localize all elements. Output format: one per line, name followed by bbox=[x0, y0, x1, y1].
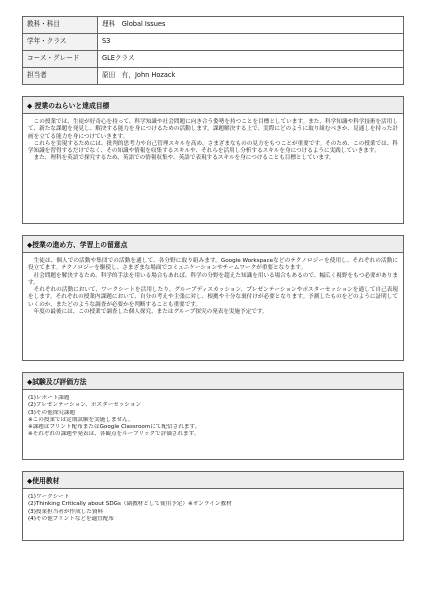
evaluation-section bbox=[22, 372, 404, 460]
paragraph: 社会問題を解決するため、科学的手法を用いる場合もあれば、科学の分野を超えた知識を用いる場合もあるので、幅広く視野をもつ必要があります。 bbox=[28, 272, 398, 286]
list-item: (3)授業担当者が作成した資料 bbox=[28, 508, 104, 515]
info-label: コース・グレード bbox=[23, 51, 98, 68]
aims-section bbox=[22, 96, 404, 224]
info-label: 学年・クラス bbox=[23, 34, 98, 51]
info-label: 教科・科目 bbox=[23, 17, 98, 34]
section-body bbox=[23, 253, 403, 360]
section-body bbox=[23, 114, 403, 223]
section-heading: ◆使用教材 bbox=[23, 472, 403, 489]
list-item: (2)プレゼンテーション、ポスターセッション bbox=[28, 402, 142, 409]
info-row-teacher bbox=[23, 68, 404, 85]
info-value: S3 bbox=[98, 34, 404, 51]
list-item: (4)その他プリントなどを適宜配布 bbox=[28, 515, 115, 522]
materials-section bbox=[22, 471, 404, 541]
info-row-grade-class bbox=[23, 34, 404, 51]
paragraph: 年度の最後には、この授業で調査した個人探究、またはグループ探究の発表を実施予定です。 bbox=[33, 309, 268, 316]
section-heading: ◆ 授業のねらいと達成目標 bbox=[23, 97, 403, 114]
list-item: ※課題はプリント配布またはGoogle Classroomにて配信されます。 bbox=[28, 424, 201, 431]
section-body bbox=[23, 390, 403, 459]
list-item: ※この授業では定期試験を実施しません。 bbox=[28, 416, 134, 423]
section-heading: ◆試験及び評価方法 bbox=[23, 373, 403, 390]
section-heading: ◆授業の進め方、学習上の留意点 bbox=[23, 236, 403, 253]
list-item: (2)Thinking Critically about SDGs（副教材として使用予定）※オンライン教材 bbox=[28, 501, 232, 508]
list-item: (3)その他探究課題 bbox=[28, 409, 76, 416]
paragraph: また、理科を英語で探究するため、英語での情報収集や、英語で表現するスキルを身につけることも目標としています。 bbox=[33, 155, 335, 162]
paragraph: 生徒は、個人での活動や集団での活動を通して、各分野に取り組みます。Google Workspaceなどのテクノロジーを使用し、それぞれの活動に役立てます。テクノロジーを駆使し、さまざまな場面でコミュニケーションやチームワークが重要となります。 bbox=[28, 258, 398, 272]
section-body bbox=[23, 489, 403, 540]
info-value: GLEクラス bbox=[98, 51, 404, 68]
syllabus-page bbox=[22, 16, 404, 541]
course-info-table bbox=[22, 16, 404, 85]
paragraph: それぞれの活動において、ワークシートを活用したり、グループディスカッション、プレゼンテーションやポスターセッションを通して自己表現をします。それぞれの授業内課題において、自分の考えや主張に対し、根拠や十分な裏付けが必要となります。予測したものをどのように証明していくのか、またどのような調査が必要かを判断することも重要です。 bbox=[28, 287, 398, 308]
list-item: ※それぞれの課題や発表は、各観点をルーブリックで評価されます。 bbox=[28, 431, 200, 438]
info-row-subject bbox=[23, 17, 404, 34]
methods-section bbox=[22, 235, 404, 361]
list-item: (1)レポート課題 bbox=[28, 395, 70, 401]
list-item: (1)ワークシート bbox=[28, 494, 70, 500]
info-value: 原田 有，John Hozack bbox=[98, 68, 404, 85]
info-label: 担当者 bbox=[23, 68, 98, 85]
paragraph: これらを実現するためには、批判的思考力や自己管理スキルを高め、さまざまなものの見方をもつことが重要です。そのため、この授業では、科学知識を習得するだけでなく、その知識や情報を収集するスキルや、それらを活用し分析するスキルを身につけるように実践していきます。 bbox=[28, 140, 398, 155]
info-value: 理科 Global Issues bbox=[98, 17, 404, 34]
paragraph: この授業では、生徒が好奇心を持って、科学知識や社会問題に向き合う姿勢を持つことを目標としています。また、科学知識や科学技術を活用して、新たな課題を発見し、解決する能力を身につけるための活動します。課題解決する上で、実際にどのように取り組むべきか、見通しを持った計画を立てる能力を身につけていきます。 bbox=[28, 119, 398, 140]
info-row-course-grade bbox=[23, 51, 404, 68]
